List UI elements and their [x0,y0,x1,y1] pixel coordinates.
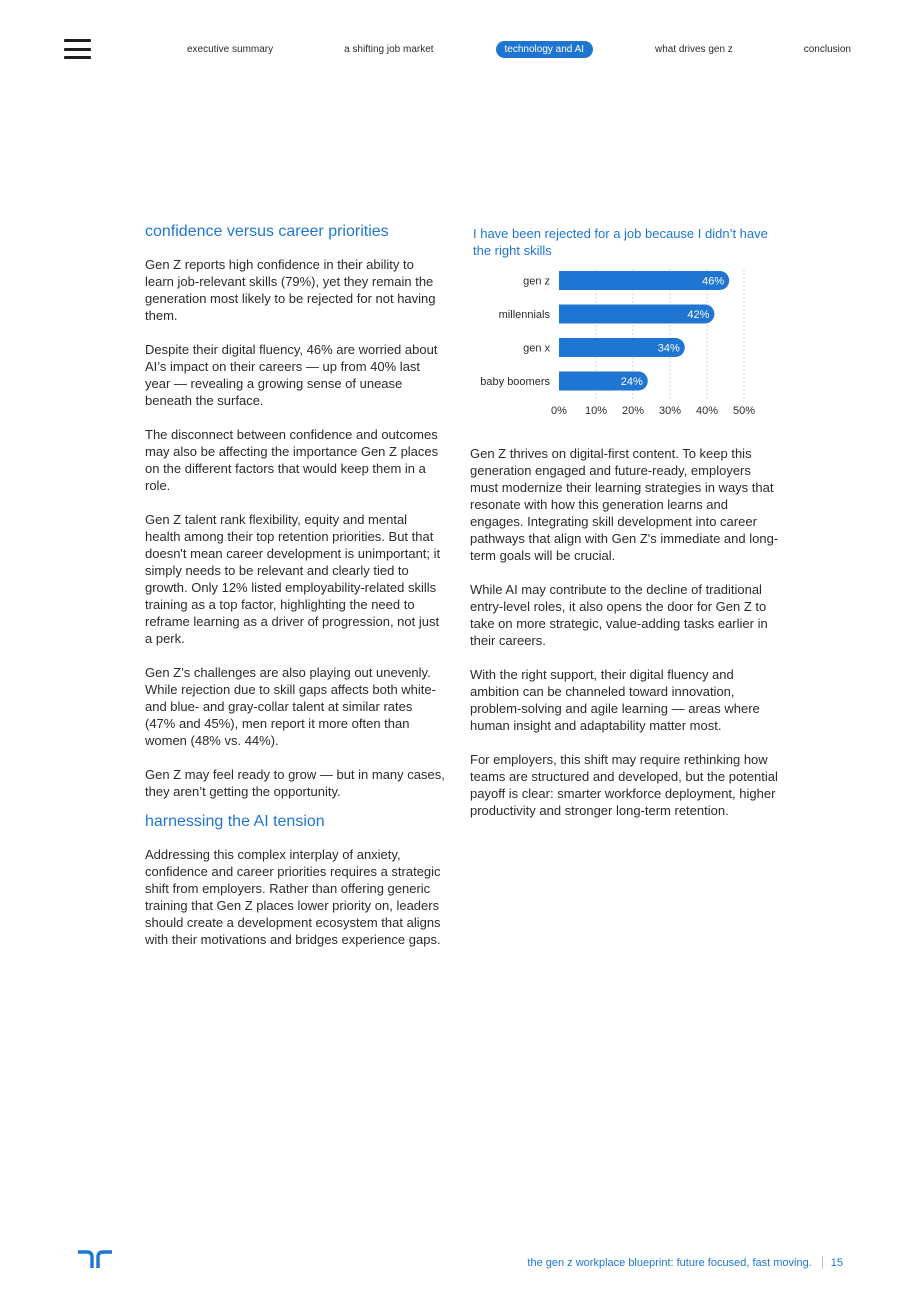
x-tick-label: 10% [584,405,608,415]
paragraph: The disconnect between confidence and outcomes may also be affecting the importance Gen Z places on the different factors that would keep them in a role. [145,427,439,493]
data-label: 34% [657,342,680,355]
left-column [145,222,445,965]
x-tick-label: 40% [695,405,719,415]
nav-executive-summary[interactable]: executive summary [187,43,274,55]
paragraph: With the right support, their digital fluency and ambition can be channeled toward innovation, problem-solving and agile learning — areas where human insight and adaptability matter most. [470,667,760,733]
category-label: millennials [498,309,550,321]
nav-shifting-job-market[interactable]: a shifting job market [344,43,434,55]
x-tick-label: 0% [551,405,567,415]
right-column [470,445,780,836]
company-logo-icon [77,1249,113,1269]
page-number: 15 [830,1256,843,1269]
category-label: gen x [523,342,550,355]
nav-what-drives-gen-z[interactable]: what drives gen z [654,43,733,55]
data-label: 46% [702,275,725,288]
data-label: 24% [620,376,643,388]
rejection-bar-chart [465,265,765,415]
paragraph: Gen Z talent rank flexibility, equity and mental health among their top retention priorities. But that doesn't mean career development is unimportant; it simply needs to be relevant and clearly tied to growth. Only 12% listed employability-related skills training as a top factor, highlighting the need to reframe learning as a driver of progression, not just a perk. [145,512,441,646]
paragraph: Gen Z thrives on digital-first content. To keep this generation engaged and future-ready, employers must modernize their learning strategies in ways that resonate with how this generation learns and engages. Integrating skill development into career pathways that align with Gen Z's immediate and long-term goals will be crucial. [470,446,779,563]
paragraph: While AI may contribute to the decline of traditional entry-level roles, it also opens the door for Gen Z to take on more strategic, value-adding tasks earlier in their careers. [470,582,768,648]
paragraph: For employers, this shift may require rethinking how teams are structured and developed, but the potential payoff is clear: smarter workforce deployment, higher productivity and stronger long-term retention. [470,752,778,818]
category-label: baby boomers [480,376,550,388]
section-heading-confidence: confidence versus career priorities [145,223,389,240]
menu-icon[interactable] [64,39,91,59]
x-tick-label: 30% [658,405,682,415]
paragraph: Gen Z may feel ready to grow — but in many cases, they aren’t getting the opportunity. [145,767,445,799]
chart-title: I have been rejected for a job because I didn’t have the right skills [473,226,768,258]
data-label: 42% [687,309,710,321]
footer [527,1256,843,1269]
x-tick-label: 20% [621,405,645,415]
footer-divider [822,1256,823,1269]
nav-technology-and-ai[interactable]: technology and AI [496,41,594,58]
paragraph: Gen Z’s challenges are also playing out unevenly. While rejection due to skill gaps affects both white- and blue- and gray-collar talent at similar rates (47% and 45%), men report it more often than women (48% vs. 44%). [145,665,436,748]
paragraph: Addressing this complex interplay of anxiety, confidence and career priorities requires a strategic shift from employers. Rather than offering generic training that Gen Z places lower priority on, leaders should create a development ecosystem that aligns with their motivations and bridges experience gaps. [145,847,441,947]
x-tick-label: 50% [732,405,756,415]
paragraph: Gen Z reports high confidence in their ability to learn job-relevant skills (79%), yet they remain the generation most likely to be rejected for not having them. [145,257,436,323]
footer-title: the gen z workplace blueprint: future focused, fast moving. [527,1256,812,1269]
section-nav [178,39,860,59]
category-label: gen z [523,275,550,288]
paragraph: Despite their digital fluency, 46% are worried about AI’s impact on their careers — up from 40% last year — revealing a growing sense of unease beneath the surface. [145,342,438,408]
nav-conclusion[interactable]: conclusion [803,43,851,55]
section-heading-harnessing: harnessing the AI tension [145,813,325,830]
